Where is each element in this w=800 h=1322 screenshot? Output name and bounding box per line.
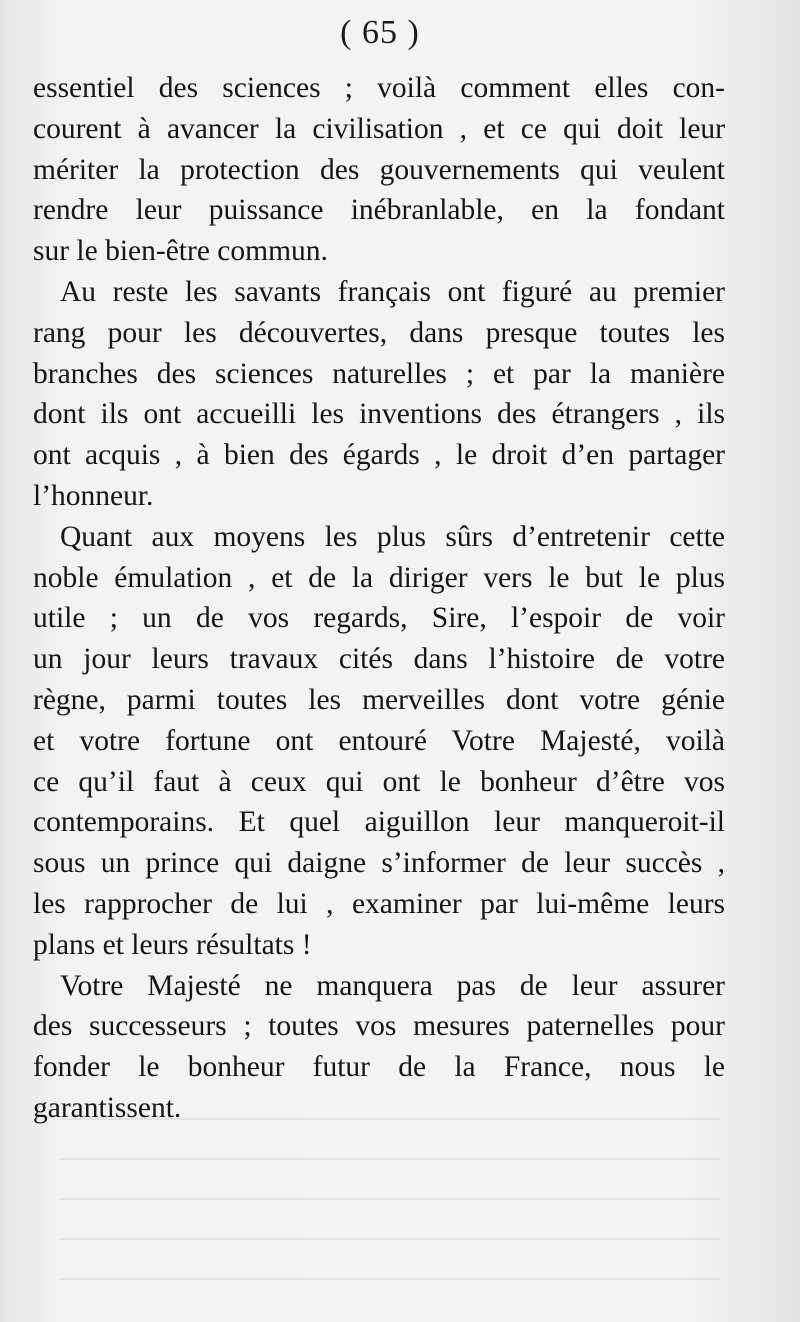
text-line: contemporains. Et quel aiguillon leur manqueroit-il [33,806,725,839]
paragraph-2 [33,272,725,517]
text-line: noble émulation , et de la diriger vers le but le plus [33,561,725,594]
show-through-texture [60,1090,720,1290]
paragraph-3 [33,517,725,966]
page-number: ( 65 ) [340,14,420,51]
text-line: fonder le bonheur futur de la France, nous le [33,1051,725,1084]
text-line: mériter la protection des gouvernements qui veulent [33,153,725,186]
text-line: sous un prince qui daigne s’informer de leur succès , [33,847,725,880]
paragraph-1 [33,68,725,272]
body-text [33,68,725,1129]
text-line: branches des sciences naturelles ; et par la manière [33,357,725,390]
text-line: Au reste les savants français ont figuré au premier [60,275,725,308]
text-line: rang pour les découvertes, dans presque toutes les [33,316,725,349]
text-line: ont acquis , à bien des égards , le droit d’en partager [33,439,725,472]
text-line: rendre leur puissance inébranlable, en la fondant [33,194,725,227]
text-line: garantissent. [33,1091,182,1124]
text-line: dont ils ont accueilli les inventions des étrangers , ils [33,398,725,431]
text-line: Votre Majesté ne manquera pas de leur assurer [60,969,725,1002]
text-line: essentiel des sciences ; voilà comment elles con- [33,72,725,104]
text-line: règne, parmi toutes les merveilles dont votre génie [33,683,725,716]
text-line: utile ; un de vos regards, Sire, l’espoir de voir [33,602,725,635]
text-line: courent à avancer la civilisation , et ce qui doit leur [33,112,725,145]
text-line: sur le bien-être commun. [33,235,328,268]
text-line: un jour leurs travaux cités dans l’histoire de votre [33,643,725,676]
text-line: les rapprocher de lui , examiner par lui-même leurs [33,887,725,920]
text-line: Quant aux moyens les plus sûrs d’entretenir cette [60,520,725,553]
text-line: ce qu’il faut à ceux qui ont le bonheur d’être vos [33,765,725,798]
text-line: l’honneur. [33,479,154,512]
text-line: des successeurs ; toutes vos mesures paternelles pour [33,1010,725,1043]
text-line: et votre fortune ont entouré Votre Majesté, voilà [33,724,725,757]
text-line: plans et leurs résultats ! [33,928,312,961]
